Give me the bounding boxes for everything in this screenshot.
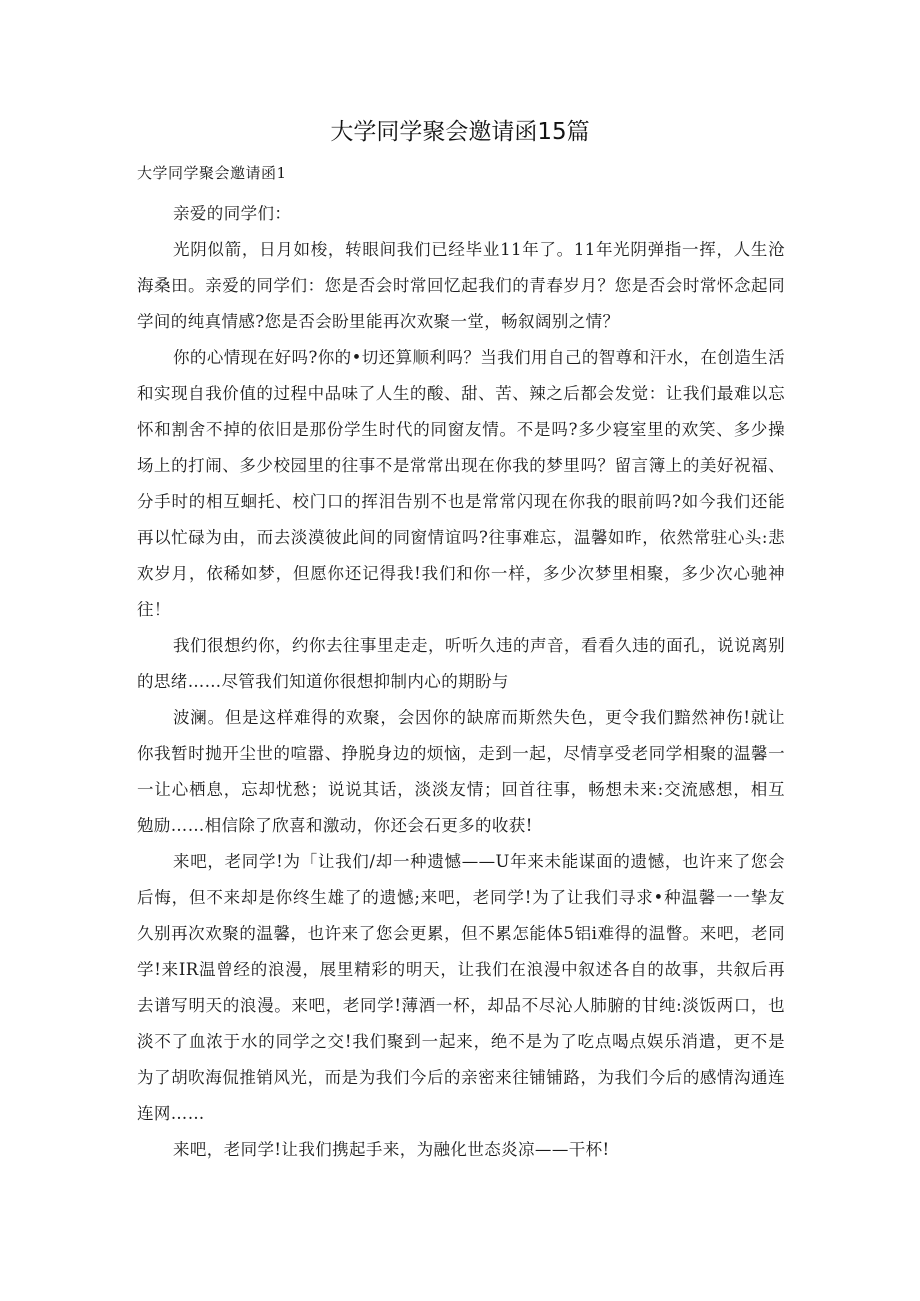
paragraph: 来吧，老同学!让我们携起手来，为融化世态炎凉——干杯! (173, 1140, 610, 1159)
document-body (137, 196, 785, 1168)
document-title: 大学同学聚会邀请函15篇 (330, 119, 590, 145)
paragraph: 光阴似箭，日月如梭，转眼间我们已经毕业11年了。11年光阴弹指一挥，人生沧海桑田。亲爱的同学们：您是否会时常回忆起我们的青春岁月？您是否会时常怀念起同学间的纯真情感?您是否会盼里能再次欢聚一堂，畅叙阔别之情？ (137, 240, 785, 331)
paragraph: 你的心情现在好吗?你的•切还算顺利吗？当我们用自己的智尊和汗水，在创造生活和实现自我价值的过程中品味了人生的酸、甜、苦、辣之后都会发觉：让我们最难以忘怀和割舍不掉的依旧是那份学生时代的同窗友情。不是吗?多少寝室里的欢笑、多少操场上的打闹、多少校园里的往事不是常常出现在你我的梦里吗？留言簿上的美好祝福、分手时的相互蛔托、校门口的挥泪告别不也是常常闪现在你我的眼前吗?如今我们还能再以忙碌为由，而去淡漠彼此间的同窗情谊吗?往事难忘，温馨如昨，依然常驻心头:悲欢岁月，依稀如梦，但愿你还记得我!我们和你一样，多少次梦里相聚，多少次心驰神往！ (137, 348, 785, 619)
paragraph-greeting: 亲爱的同学们： (173, 204, 292, 223)
paragraph: 我们很想约你，约你去往事里走走，听听久违的声音，看看久违的面孔，说说离别的思绪……尽管我们知道你很想抑制内心的期盼与 (137, 636, 785, 691)
paragraph: 波澜。但是这样难得的欢聚，会因你的缺席而斯然失色，更令我们黯然神伤!就让你我暂时抛开尘世的喧嚣、挣脱身边的烦恼，走到一起，尽情享受老同学相聚的温馨一一让心栖息，忘却忧愁；说说其话，淡淡友情；回首往事，畅想未来:交流感想，相互勉励……相信除了欣喜和激动，你还会石更多的收获! (137, 708, 785, 835)
document-subtitle: 大学同学聚会邀请函1 (137, 164, 287, 182)
paragraph: 来吧，老同学!为「让我们/却一种遗憾——U年来未能谋面的遗憾，也许来了您会后悔，但不来却是你终生雄了的遗憾;来吧，老同学!为了让我们寻求•种温馨一一挚友久别再次欢聚的温馨，也许来了您会更累，但不累怎能体5铝i难得的温瞥。来吧，老同学!来IR温曾经的浪漫，展里精彩的明天，让我们在浪漫中叙述各自的故事，共叙后再去谱写明天的浪漫。来吧，老同学!薄酒一杯，却品不尽沁人肺腑的甘纯:淡饭两口，也淡不了血浓于水的同学之交!我们聚到一起来，绝不是为了吃点喝点娱乐消遣，更不是为了胡吹海侃推销风光，而是为我们今后的亲密来往铺铺路，为我们今后的感情沟通连连网…… (137, 852, 785, 1123)
